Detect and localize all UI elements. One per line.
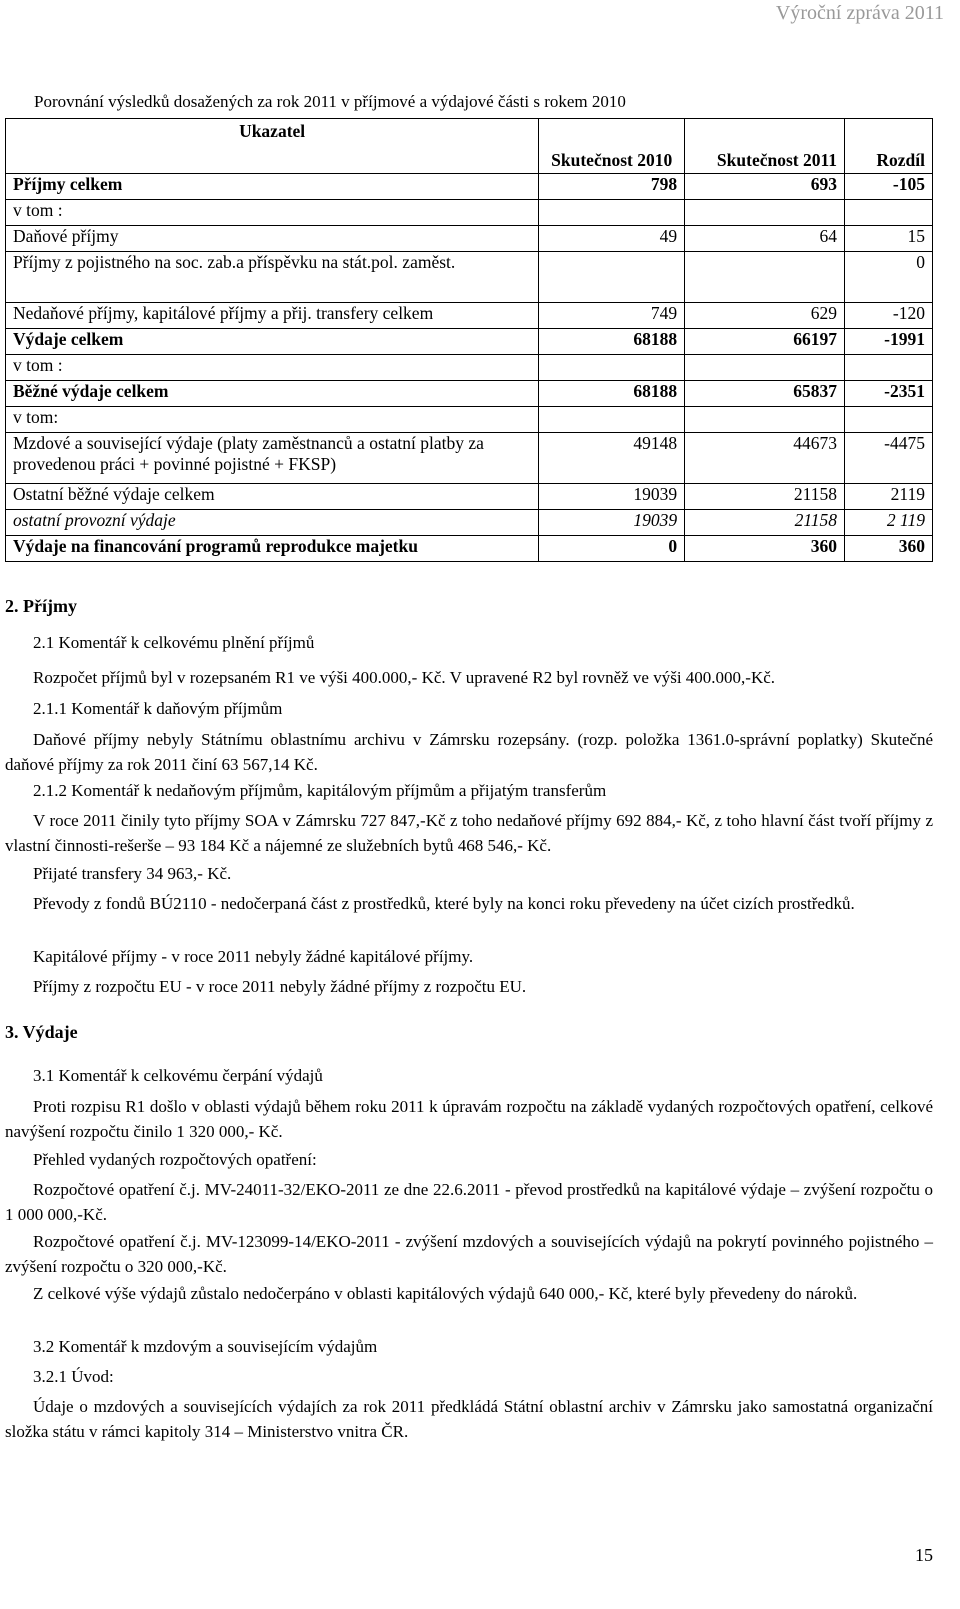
subsection-heading-3-1: 3.1 Komentář k celkovému čerpání výdajů xyxy=(33,1066,323,1085)
row-value-2011: 21158 xyxy=(685,510,845,536)
paragraph-3-1-d-text: Rozpočtové opatření č.j. MV-123099-14/EKO-2011 - zvýšení mzdových a souvisejících výdajů na pokrytí povinného pojistného – zvýšení rozpočtu o 320 000,-Kč. xyxy=(5,1232,933,1276)
row-value-2010: 19039 xyxy=(539,484,685,510)
comparison-table xyxy=(5,118,933,562)
row-diff xyxy=(845,407,933,433)
row-value-2011: 693 xyxy=(685,174,845,200)
paragraph-3-1-e-text: Z celkové výše výdajů zůstalo nedočerpáno v oblasti kapitálových výdajů 640 000,- Kč, které byly převedeny do nároků. xyxy=(33,1284,858,1303)
paragraph-3-2-1 xyxy=(5,1394,933,1444)
row-value-2011 xyxy=(685,355,845,381)
row-value-2010 xyxy=(539,407,685,433)
table-caption: Porovnání výsledků dosažených za rok 2011 v příjmové a výdajové části s rokem 2010 xyxy=(34,92,626,111)
row-value-2010 xyxy=(539,252,685,303)
subsection-heading-3-2-1: 3.2.1 Úvod: xyxy=(33,1367,114,1386)
row-value-2010: 49148 xyxy=(539,433,685,484)
table-row xyxy=(6,252,933,303)
row-value-2011 xyxy=(685,407,845,433)
paragraph-3-1-b: Přehled vydaných rozpočtových opatření: xyxy=(33,1150,317,1169)
row-label: v tom: xyxy=(6,407,539,433)
page-number: 15 xyxy=(915,1545,933,1565)
row-label: Mzdové a související výdaje (platy zaměstnanců a ostatní platby za provedenou práci + povinné pojistné + FKSP) xyxy=(6,433,539,484)
header-rozdil: Rozdíl xyxy=(845,119,933,174)
row-label: Daňové příjmy xyxy=(6,226,539,252)
row-value-2010: 0 xyxy=(539,536,685,562)
row-value-2010 xyxy=(539,200,685,226)
paragraph-2-1-1-text: Daňové příjmy nebyly Státnímu oblastnímu archivu v Zámrsku rozepsány. (rozp. položka 1361.0-správní poplatky) Skutečné daňové příjmy za rok 2011 činí 63 567,14 Kč. xyxy=(5,730,933,774)
row-value-2010 xyxy=(539,355,685,381)
row-label: Výdaje celkem xyxy=(6,329,539,355)
paragraph-2-1-2-e: Příjmy z rozpočtu EU - v roce 2011 nebyly žádné příjmy z rozpočtu EU. xyxy=(33,977,527,996)
row-value-2010: 68188 xyxy=(539,381,685,407)
table-row xyxy=(6,174,933,200)
row-value-2011: 629 xyxy=(685,303,845,329)
row-value-2011: 44673 xyxy=(685,433,845,484)
subsection-heading-3-2: 3.2 Komentář k mzdovým a souvisejícím výdajům xyxy=(33,1337,378,1356)
paragraph-3-1-c xyxy=(5,1177,933,1227)
subsection-heading-2-1-2: 2.1.2 Komentář k nedaňovým příjmům, kapitálovým příjmům a přijatým transferům xyxy=(33,781,607,800)
table-row xyxy=(6,200,933,226)
row-label: Běžné výdaje celkem xyxy=(6,381,539,407)
row-label: v tom : xyxy=(6,200,539,226)
table-header-row xyxy=(6,119,933,174)
paragraph-3-2-1-text: Údaje o mzdových a souvisejících výdajích za rok 2011 předkládá Státní oblastní archiv v Zámrsku jako samostatná organizační složka státu v rámci kapitoly 314 – Ministerstvo vnitra ČR. xyxy=(5,1397,933,1441)
table-row xyxy=(6,381,933,407)
row-label: Příjmy celkem xyxy=(6,174,539,200)
table-row xyxy=(6,536,933,562)
section-heading-vydaje: 3. Výdaje xyxy=(5,1022,78,1042)
row-label: Výdaje na financování programů reprodukce majetku xyxy=(6,536,539,562)
paragraph-2-1-2-b: Přijaté transfery 34 963,- Kč. xyxy=(33,864,232,883)
paragraph-2-1-2-a-text: V roce 2011 činily tyto příjmy SOA v Zámrsku 727 847,-Kč z toho nedaňové příjmy 692 884,- Kč, z toho hlavní část tvoří příjmy z vlastní činnosti-rešerše – 93 184 Kč a nájemné ze služebních bytů 468 546,- Kč. xyxy=(5,811,933,855)
row-value-2011: 66197 xyxy=(685,329,845,355)
row-diff xyxy=(845,355,933,381)
paragraph-3-1-a-text: Proti rozpisu R1 došlo v oblasti výdajů během roku 2011 k úpravám rozpočtu na základě vydaných rozpočtových opatření, celkové navýšení rozpočtu činilo 1 320 000,- Kč. xyxy=(5,1097,933,1141)
paragraph-2-1-2-c xyxy=(5,891,933,916)
row-diff: 2 119 xyxy=(845,510,933,536)
subsection-heading-2-1: 2.1 Komentář k celkovému plnění příjmů xyxy=(33,633,315,652)
row-diff: -120 xyxy=(845,303,933,329)
header-skutecnost-2011: Skutečnost 2011 xyxy=(685,119,845,174)
row-label: Nedaňové příjmy, kapitálové příjmy a přij. transfery celkem xyxy=(6,303,539,329)
row-value-2010: 68188 xyxy=(539,329,685,355)
row-value-2010: 798 xyxy=(539,174,685,200)
row-value-2010: 19039 xyxy=(539,510,685,536)
row-value-2011: 21158 xyxy=(685,484,845,510)
header-ukazatel: Ukazatel xyxy=(6,119,539,174)
table-row xyxy=(6,433,933,484)
paragraph-2-1-2-c-text: Převody z fondů BÚ2110 - nedočerpaná část z prostředků, které byly na konci roku převedeny na účet cizích prostředků. xyxy=(33,894,855,913)
row-value-2010: 749 xyxy=(539,303,685,329)
table-row xyxy=(6,510,933,536)
row-diff: 0 xyxy=(845,252,933,303)
row-value-2011: 64 xyxy=(685,226,845,252)
row-value-2010: 49 xyxy=(539,226,685,252)
row-label: Příjmy z pojistného na soc. zab.a příspěvku na stát.pol. zaměst. xyxy=(6,252,539,303)
row-diff xyxy=(845,200,933,226)
row-diff: -1991 xyxy=(845,329,933,355)
row-diff: 15 xyxy=(845,226,933,252)
subsection-heading-2-1-1: 2.1.1 Komentář k daňovým příjmům xyxy=(33,699,283,718)
table-row xyxy=(6,407,933,433)
row-diff: 360 xyxy=(845,536,933,562)
paragraph-2-1-2-a xyxy=(5,808,933,858)
table-row xyxy=(6,329,933,355)
table-row xyxy=(6,303,933,329)
paragraph-3-1-a xyxy=(5,1094,933,1144)
section-heading-prijmy: 2. Příjmy xyxy=(5,596,77,616)
paragraph-2-1-1 xyxy=(5,727,933,777)
row-diff: 2119 xyxy=(845,484,933,510)
row-value-2011 xyxy=(685,200,845,226)
paragraph-2-1-2-d: Kapitálové příjmy - v roce 2011 nebyly žádné kapitálové příjmy. xyxy=(33,947,474,966)
table-row xyxy=(6,355,933,381)
row-label: v tom : xyxy=(6,355,539,381)
table-row xyxy=(6,484,933,510)
running-header: Výroční zpráva 2011 xyxy=(775,2,944,24)
row-diff: -4475 xyxy=(845,433,933,484)
row-value-2011: 360 xyxy=(685,536,845,562)
table-row xyxy=(6,226,933,252)
row-diff: -2351 xyxy=(845,381,933,407)
paragraph-3-1-e xyxy=(5,1281,933,1306)
row-value-2011 xyxy=(685,252,845,303)
row-label: ostatní provozní výdaje xyxy=(6,510,539,536)
row-diff: -105 xyxy=(845,174,933,200)
row-label: Ostatní běžné výdaje celkem xyxy=(6,484,539,510)
header-skutecnost-2010: Skutečnost 2010 xyxy=(539,119,685,174)
paragraph-2-1: Rozpočet příjmů byl v rozepsaném R1 ve výši 400.000,- Kč. V upravené R2 byl rovněž ve výši 400.000,-Kč. xyxy=(33,668,776,687)
paragraph-3-1-c-text: Rozpočtové opatření č.j. MV-24011-32/EKO-2011 ze dne 22.6.2011 - převod prostředků na kapitálové výdaje – zvýšení rozpočtu o 1 000 000,-Kč. xyxy=(5,1180,933,1224)
row-value-2011: 65837 xyxy=(685,381,845,407)
paragraph-3-1-d xyxy=(5,1229,933,1279)
